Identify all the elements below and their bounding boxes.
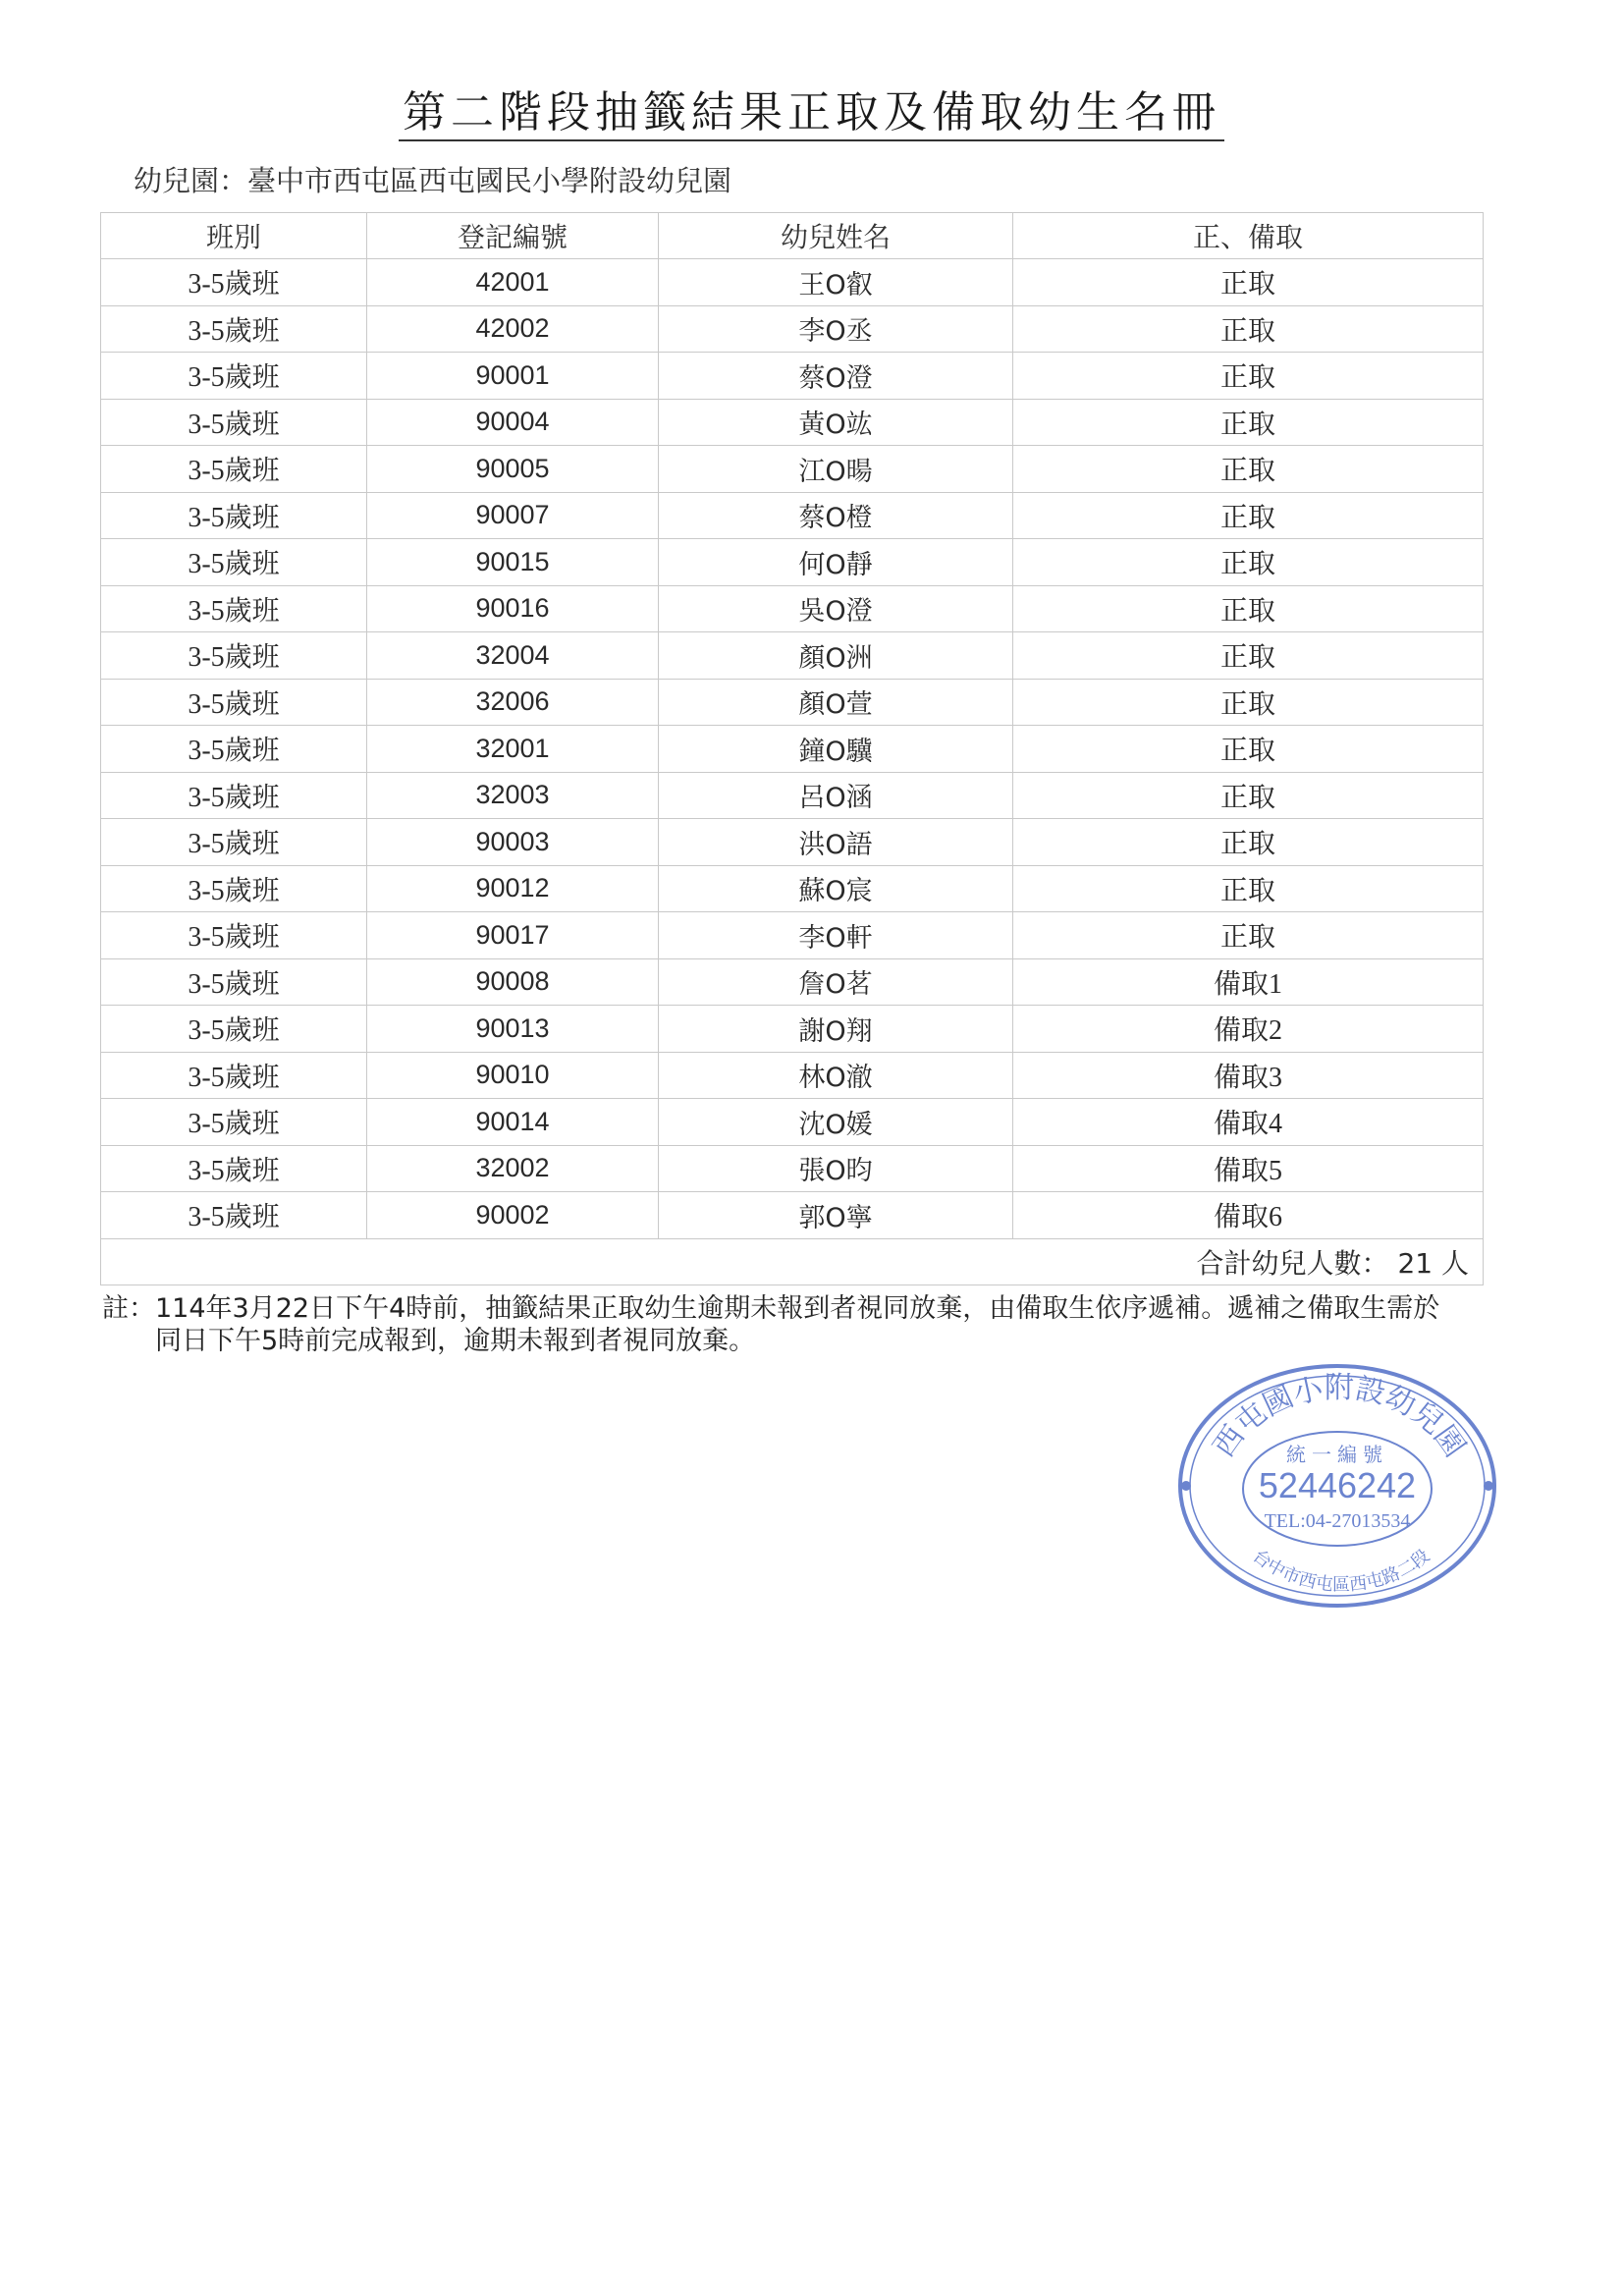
cell-name: 鐘O驥 xyxy=(659,726,1013,773)
cell-id: 90016 xyxy=(367,585,659,632)
cell-status: 正取 xyxy=(1013,492,1484,539)
table-row xyxy=(101,726,1484,773)
table-row xyxy=(101,632,1484,680)
cell-name: 郭O寧 xyxy=(659,1192,1013,1239)
cell-id: 90002 xyxy=(367,1192,659,1239)
total-label: 合計幼兒人數： xyxy=(1196,1246,1389,1280)
cell-class: 3-5歲班 xyxy=(101,1099,367,1146)
cell-name: 沈O媛 xyxy=(659,1099,1013,1146)
seal-number: 52446242 xyxy=(1258,1465,1417,1505)
cell-name: 蔡O橙 xyxy=(659,492,1013,539)
cell-status: 正取 xyxy=(1013,912,1484,959)
cell-class: 3-5歲班 xyxy=(101,1052,367,1099)
seal-top-text: 西屯國小附設幼兒園 xyxy=(1207,1371,1472,1464)
cell-id: 90010 xyxy=(367,1052,659,1099)
seal-bottom-text: 台中市西屯區西屯路二段 xyxy=(1248,1545,1434,1596)
cell-name: 李O丞 xyxy=(659,305,1013,353)
table-row xyxy=(101,1006,1484,1053)
cell-status: 正取 xyxy=(1013,446,1484,493)
cell-status: 正取 xyxy=(1013,585,1484,632)
table-row xyxy=(101,865,1484,912)
cell-status: 備取6 xyxy=(1013,1192,1484,1239)
header-class: 班別 xyxy=(101,213,367,259)
header-registration-id: 登記編號 xyxy=(367,213,659,259)
cell-class: 3-5歲班 xyxy=(101,819,367,866)
cell-class: 3-5歲班 xyxy=(101,585,367,632)
roster-body xyxy=(101,259,1484,1285)
cell-status: 正取 xyxy=(1013,819,1484,866)
cell-id: 90004 xyxy=(367,399,659,446)
cell-id: 32006 xyxy=(367,679,659,726)
table-row xyxy=(101,446,1484,493)
table-row xyxy=(101,772,1484,819)
table-row xyxy=(101,353,1484,400)
cell-class: 3-5歲班 xyxy=(101,958,367,1006)
roster-table xyxy=(100,212,1484,1285)
header-child-name: 幼兒姓名 xyxy=(659,213,1013,259)
cell-name: 洪O語 xyxy=(659,819,1013,866)
table-row xyxy=(101,679,1484,726)
cell-class: 3-5歲班 xyxy=(101,305,367,353)
cell-class: 3-5歲班 xyxy=(101,726,367,773)
cell-status: 正取 xyxy=(1013,679,1484,726)
cell-class: 3-5歲班 xyxy=(101,1145,367,1192)
table-row xyxy=(101,305,1484,353)
cell-class: 3-5歲班 xyxy=(101,353,367,400)
seal-phone: TEL:04-27013534 xyxy=(1264,1510,1411,1532)
cell-name: 吳O澄 xyxy=(659,585,1013,632)
cell-id: 42002 xyxy=(367,305,659,353)
header-admission-status: 正、備取 xyxy=(1013,213,1484,259)
cell-class: 3-5歲班 xyxy=(101,679,367,726)
cell-name: 張O昀 xyxy=(659,1145,1013,1192)
cell-status: 正取 xyxy=(1013,399,1484,446)
cell-id: 90012 xyxy=(367,865,659,912)
total-row xyxy=(101,1238,1484,1285)
total-count: 21 xyxy=(1397,1246,1434,1280)
cell-id: 32001 xyxy=(367,726,659,773)
cell-status: 正取 xyxy=(1013,772,1484,819)
cell-class: 3-5歲班 xyxy=(101,772,367,819)
cell-name: 王O叡 xyxy=(659,259,1013,306)
seal-label: 統一編號 xyxy=(1286,1443,1388,1466)
table-row xyxy=(101,399,1484,446)
cell-class: 3-5歲班 xyxy=(101,539,367,586)
cell-status: 正取 xyxy=(1013,726,1484,773)
cell-id: 32002 xyxy=(367,1145,659,1192)
cell-id: 90017 xyxy=(367,912,659,959)
cell-id: 90001 xyxy=(367,353,659,400)
cell-name: 江O暘 xyxy=(659,446,1013,493)
table-header-row xyxy=(101,213,1484,259)
cell-id: 90008 xyxy=(367,958,659,1006)
page-title xyxy=(0,77,1623,139)
cell-status: 備取2 xyxy=(1013,1006,1484,1053)
cell-class: 3-5歲班 xyxy=(101,1006,367,1053)
cell-id: 32004 xyxy=(367,632,659,680)
seal-graphics xyxy=(1180,1366,1494,1606)
table-row xyxy=(101,259,1484,306)
cell-status: 正取 xyxy=(1013,632,1484,680)
cell-name: 李O軒 xyxy=(659,912,1013,959)
cell-status: 正取 xyxy=(1013,865,1484,912)
cell-status: 正取 xyxy=(1013,539,1484,586)
footnote-line-1 xyxy=(102,1292,1496,1325)
total-unit: 人 xyxy=(1440,1246,1469,1280)
table-row xyxy=(101,819,1484,866)
cell-status: 備取3 xyxy=(1013,1052,1484,1099)
cell-status: 正取 xyxy=(1013,259,1484,306)
cell-status: 正取 xyxy=(1013,305,1484,353)
footnote-text-1: 114年3月22日下午4時前，抽籤結果正取幼生逾期未報到者視同放棄，由備取生依序遞補。遞補之備取生需於 xyxy=(155,1293,1440,1324)
cell-class: 3-5歲班 xyxy=(101,492,367,539)
cell-id: 90005 xyxy=(367,446,659,493)
table-row xyxy=(101,958,1484,1006)
kindergarten-label: 幼兒園：臺中市西屯區西屯國民小學附設幼兒園 xyxy=(134,164,732,197)
table-row xyxy=(101,912,1484,959)
table-row xyxy=(101,1052,1484,1099)
total-cell xyxy=(101,1238,1484,1285)
seal-dot-right xyxy=(1484,1481,1493,1491)
cell-id: 90007 xyxy=(367,492,659,539)
cell-status: 備取5 xyxy=(1013,1145,1484,1192)
cell-name: 謝O翔 xyxy=(659,1006,1013,1053)
cell-id: 90013 xyxy=(367,1006,659,1053)
cell-class: 3-5歲班 xyxy=(101,632,367,680)
cell-id: 90003 xyxy=(367,819,659,866)
table-row xyxy=(101,1099,1484,1146)
cell-name: 詹O茗 xyxy=(659,958,1013,1006)
cell-name: 顏O洲 xyxy=(659,632,1013,680)
cell-id: 32003 xyxy=(367,772,659,819)
official-seal xyxy=(1168,1353,1507,1613)
cell-name: 呂O涵 xyxy=(659,772,1013,819)
cell-status: 正取 xyxy=(1013,353,1484,400)
cell-name: 顏O萱 xyxy=(659,679,1013,726)
cell-id: 42001 xyxy=(367,259,659,306)
cell-class: 3-5歲班 xyxy=(101,259,367,306)
page-title-text: 第二階段抽籤結果正取及備取幼生名冊 xyxy=(399,87,1224,141)
footnote-label: 註： xyxy=(102,1293,155,1324)
cell-name: 林O澈 xyxy=(659,1052,1013,1099)
cell-name: 蔡O澄 xyxy=(659,353,1013,400)
footnote-line-2: 同日下午5時前完成報到，逾期未報到者視同放棄。 xyxy=(155,1326,756,1356)
cell-id: 90014 xyxy=(367,1099,659,1146)
cell-id: 90015 xyxy=(367,539,659,586)
table-row xyxy=(101,492,1484,539)
cell-name: 何O靜 xyxy=(659,539,1013,586)
table-row xyxy=(101,1145,1484,1192)
cell-class: 3-5歲班 xyxy=(101,865,367,912)
footnote xyxy=(102,1292,1496,1357)
cell-class: 3-5歲班 xyxy=(101,446,367,493)
cell-status: 備取1 xyxy=(1013,958,1484,1006)
cell-class: 3-5歲班 xyxy=(101,1192,367,1239)
table-row xyxy=(101,539,1484,586)
cell-status: 備取4 xyxy=(1013,1099,1484,1146)
cell-name: 蘇O宸 xyxy=(659,865,1013,912)
table-row xyxy=(101,585,1484,632)
cell-class: 3-5歲班 xyxy=(101,912,367,959)
table-row xyxy=(101,1192,1484,1239)
cell-name: 黃O竑 xyxy=(659,399,1013,446)
seal-dot-left xyxy=(1181,1481,1191,1491)
cell-class: 3-5歲班 xyxy=(101,399,367,446)
